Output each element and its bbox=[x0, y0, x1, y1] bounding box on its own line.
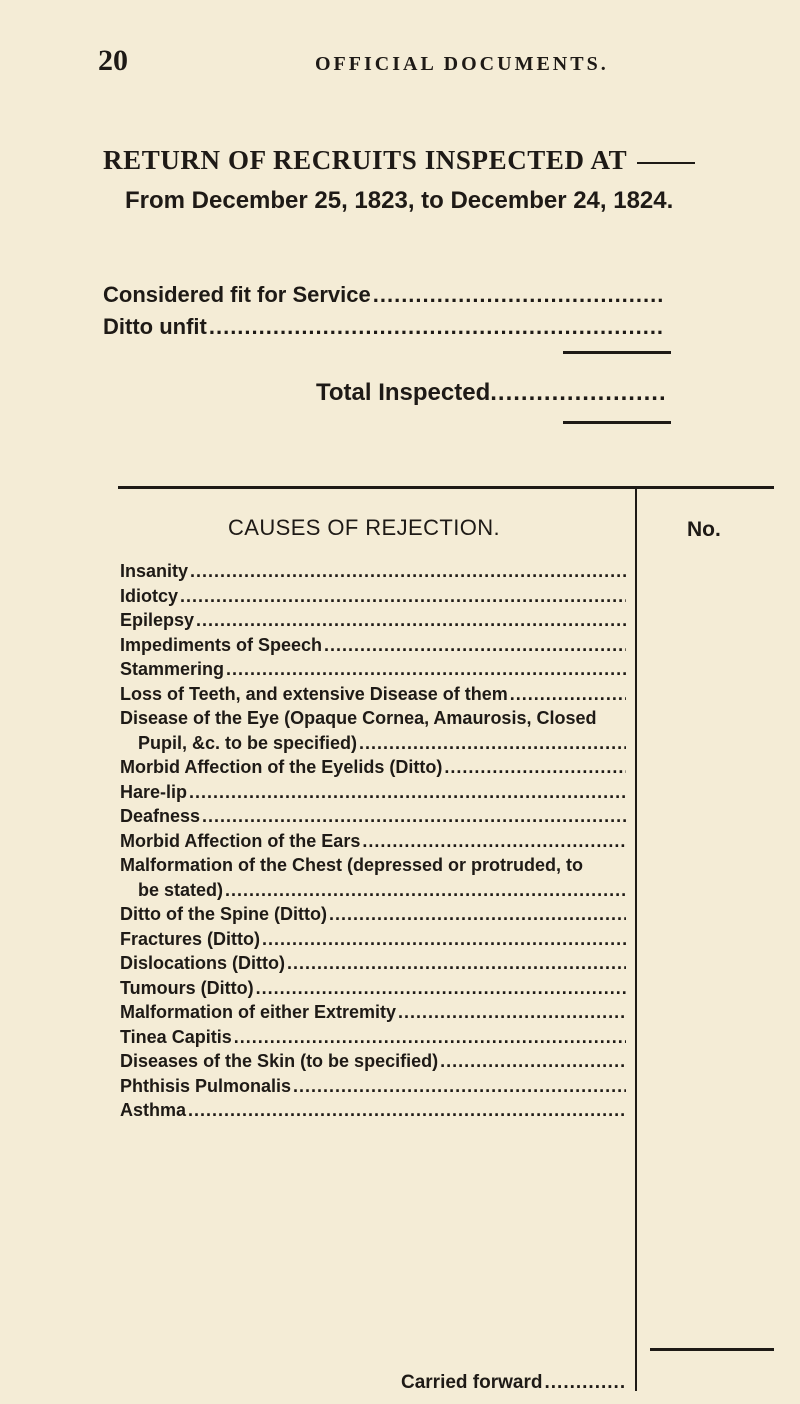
cause-line bbox=[120, 831, 626, 856]
leader-dots bbox=[209, 314, 663, 340]
unfit-label: Ditto unfit bbox=[103, 314, 207, 339]
sum-rule-top bbox=[563, 351, 671, 354]
cause-text: Impediments of Speech bbox=[120, 634, 323, 655]
carried-forward-label: Carried forward bbox=[401, 1372, 543, 1393]
cause-line bbox=[120, 978, 626, 1003]
cause-text: Malformation of either Extremity bbox=[120, 1002, 397, 1022]
leader-dots bbox=[398, 1002, 626, 1023]
cause-line bbox=[120, 855, 626, 880]
return-title-text: RETURN OF RECRUITS INSPECTED AT bbox=[103, 145, 628, 175]
cause-line bbox=[120, 635, 626, 660]
leader-dots bbox=[189, 782, 626, 803]
leader-dots bbox=[256, 978, 626, 999]
leader-dots bbox=[444, 757, 626, 778]
carried-forward-line bbox=[401, 1372, 626, 1394]
cause-line bbox=[120, 561, 626, 586]
cause-line bbox=[120, 708, 626, 733]
cause-line bbox=[120, 929, 626, 954]
leader-dots bbox=[329, 904, 626, 925]
return-title bbox=[103, 145, 695, 176]
cause-text: Phthisis Pulmonalis bbox=[120, 1075, 292, 1096]
cause-text: Deafness bbox=[120, 806, 201, 826]
cause-text: Pupil, &c. to be specified) bbox=[138, 732, 358, 753]
fit-for-service-label: Considered fit for Service bbox=[103, 282, 371, 307]
leader-dots bbox=[359, 733, 626, 754]
return-period: From December 25, 1823, to December 24, 1824. bbox=[125, 187, 674, 214]
leader-dots bbox=[490, 379, 666, 407]
cause-line bbox=[120, 953, 626, 978]
cause-line bbox=[120, 782, 626, 807]
cause-text: Insanity bbox=[120, 561, 189, 581]
table-top-rule bbox=[118, 486, 774, 489]
carried-forward-rule bbox=[650, 1348, 774, 1351]
leader-dots bbox=[202, 806, 626, 827]
unfit-line bbox=[103, 314, 663, 340]
sum-rule-bottom bbox=[563, 421, 671, 424]
cause-text: Disease of the Eye (Opaque Cornea, Amaurosis, Closed bbox=[120, 708, 597, 728]
leader-dots bbox=[196, 610, 626, 631]
leader-dots bbox=[190, 561, 626, 582]
leader-dots bbox=[180, 586, 626, 607]
running-head bbox=[98, 44, 718, 78]
cause-text: Stammering bbox=[120, 659, 225, 679]
cause-line bbox=[120, 1076, 626, 1101]
causes-header: CAUSES OF REJECTION. bbox=[228, 515, 501, 540]
cause-line bbox=[120, 586, 626, 611]
cause-text: Tinea Capitis bbox=[120, 1026, 232, 1047]
cause-text: Loss of Teeth, and extensive Disease of them bbox=[120, 683, 508, 704]
cause-line bbox=[120, 684, 626, 709]
cause-line bbox=[120, 659, 626, 684]
leader-dots bbox=[226, 659, 626, 680]
cause-text: be stated) bbox=[138, 879, 224, 900]
cause-text: Morbid Affection of the Eyelids (Ditto) bbox=[120, 757, 443, 777]
cause-text: Idiotcy bbox=[120, 585, 179, 606]
cause-text: Malformation of the Chest (depressed or protruded, to bbox=[120, 855, 584, 875]
cause-text: Dislocations (Ditto) bbox=[120, 953, 285, 973]
column-divider bbox=[635, 486, 637, 1391]
leader-dots bbox=[262, 929, 626, 950]
cause-text: Asthma bbox=[120, 1100, 187, 1120]
causes-list bbox=[120, 561, 626, 1125]
running-head-title: OFFICIAL DOCUMENTS. bbox=[315, 53, 609, 75]
leader-dots bbox=[373, 282, 663, 308]
cause-text: Morbid Affection of the Ears bbox=[120, 830, 361, 851]
cause-line-continued bbox=[120, 733, 626, 758]
cause-line bbox=[120, 1100, 626, 1125]
total-inspected-label: Total Inspected bbox=[316, 379, 491, 406]
leader-dots bbox=[234, 1027, 626, 1048]
cause-text: Epilepsy bbox=[120, 610, 195, 630]
cause-line bbox=[120, 757, 626, 782]
cause-text: Hare-lip bbox=[120, 781, 188, 802]
cause-line-continued bbox=[120, 880, 626, 905]
cause-line bbox=[120, 1027, 626, 1052]
cause-line bbox=[120, 904, 626, 929]
page-number: 20 bbox=[98, 44, 128, 77]
total-inspected-line bbox=[316, 379, 666, 407]
cause-line bbox=[120, 1051, 626, 1076]
leader-dots bbox=[544, 1372, 626, 1394]
leader-dots bbox=[362, 831, 626, 852]
leader-dots bbox=[225, 880, 626, 901]
cause-text: Tumours (Ditto) bbox=[120, 977, 254, 998]
number-header: No. bbox=[687, 518, 721, 541]
leader-dots bbox=[510, 684, 626, 705]
cause-line bbox=[120, 610, 626, 635]
cause-text: Ditto of the Spine (Ditto) bbox=[120, 904, 327, 924]
leader-dots bbox=[293, 1076, 626, 1097]
leader-dots bbox=[188, 1100, 626, 1121]
title-dash bbox=[637, 162, 695, 164]
cause-text: Fractures (Ditto) bbox=[120, 928, 261, 949]
leader-dots bbox=[287, 953, 626, 974]
leader-dots bbox=[324, 635, 626, 656]
leader-dots bbox=[440, 1051, 626, 1072]
cause-line bbox=[120, 1002, 626, 1027]
fit-for-service-line bbox=[103, 282, 663, 308]
cause-text: Diseases of the Skin (to be specified) bbox=[120, 1051, 439, 1071]
cause-line bbox=[120, 806, 626, 831]
